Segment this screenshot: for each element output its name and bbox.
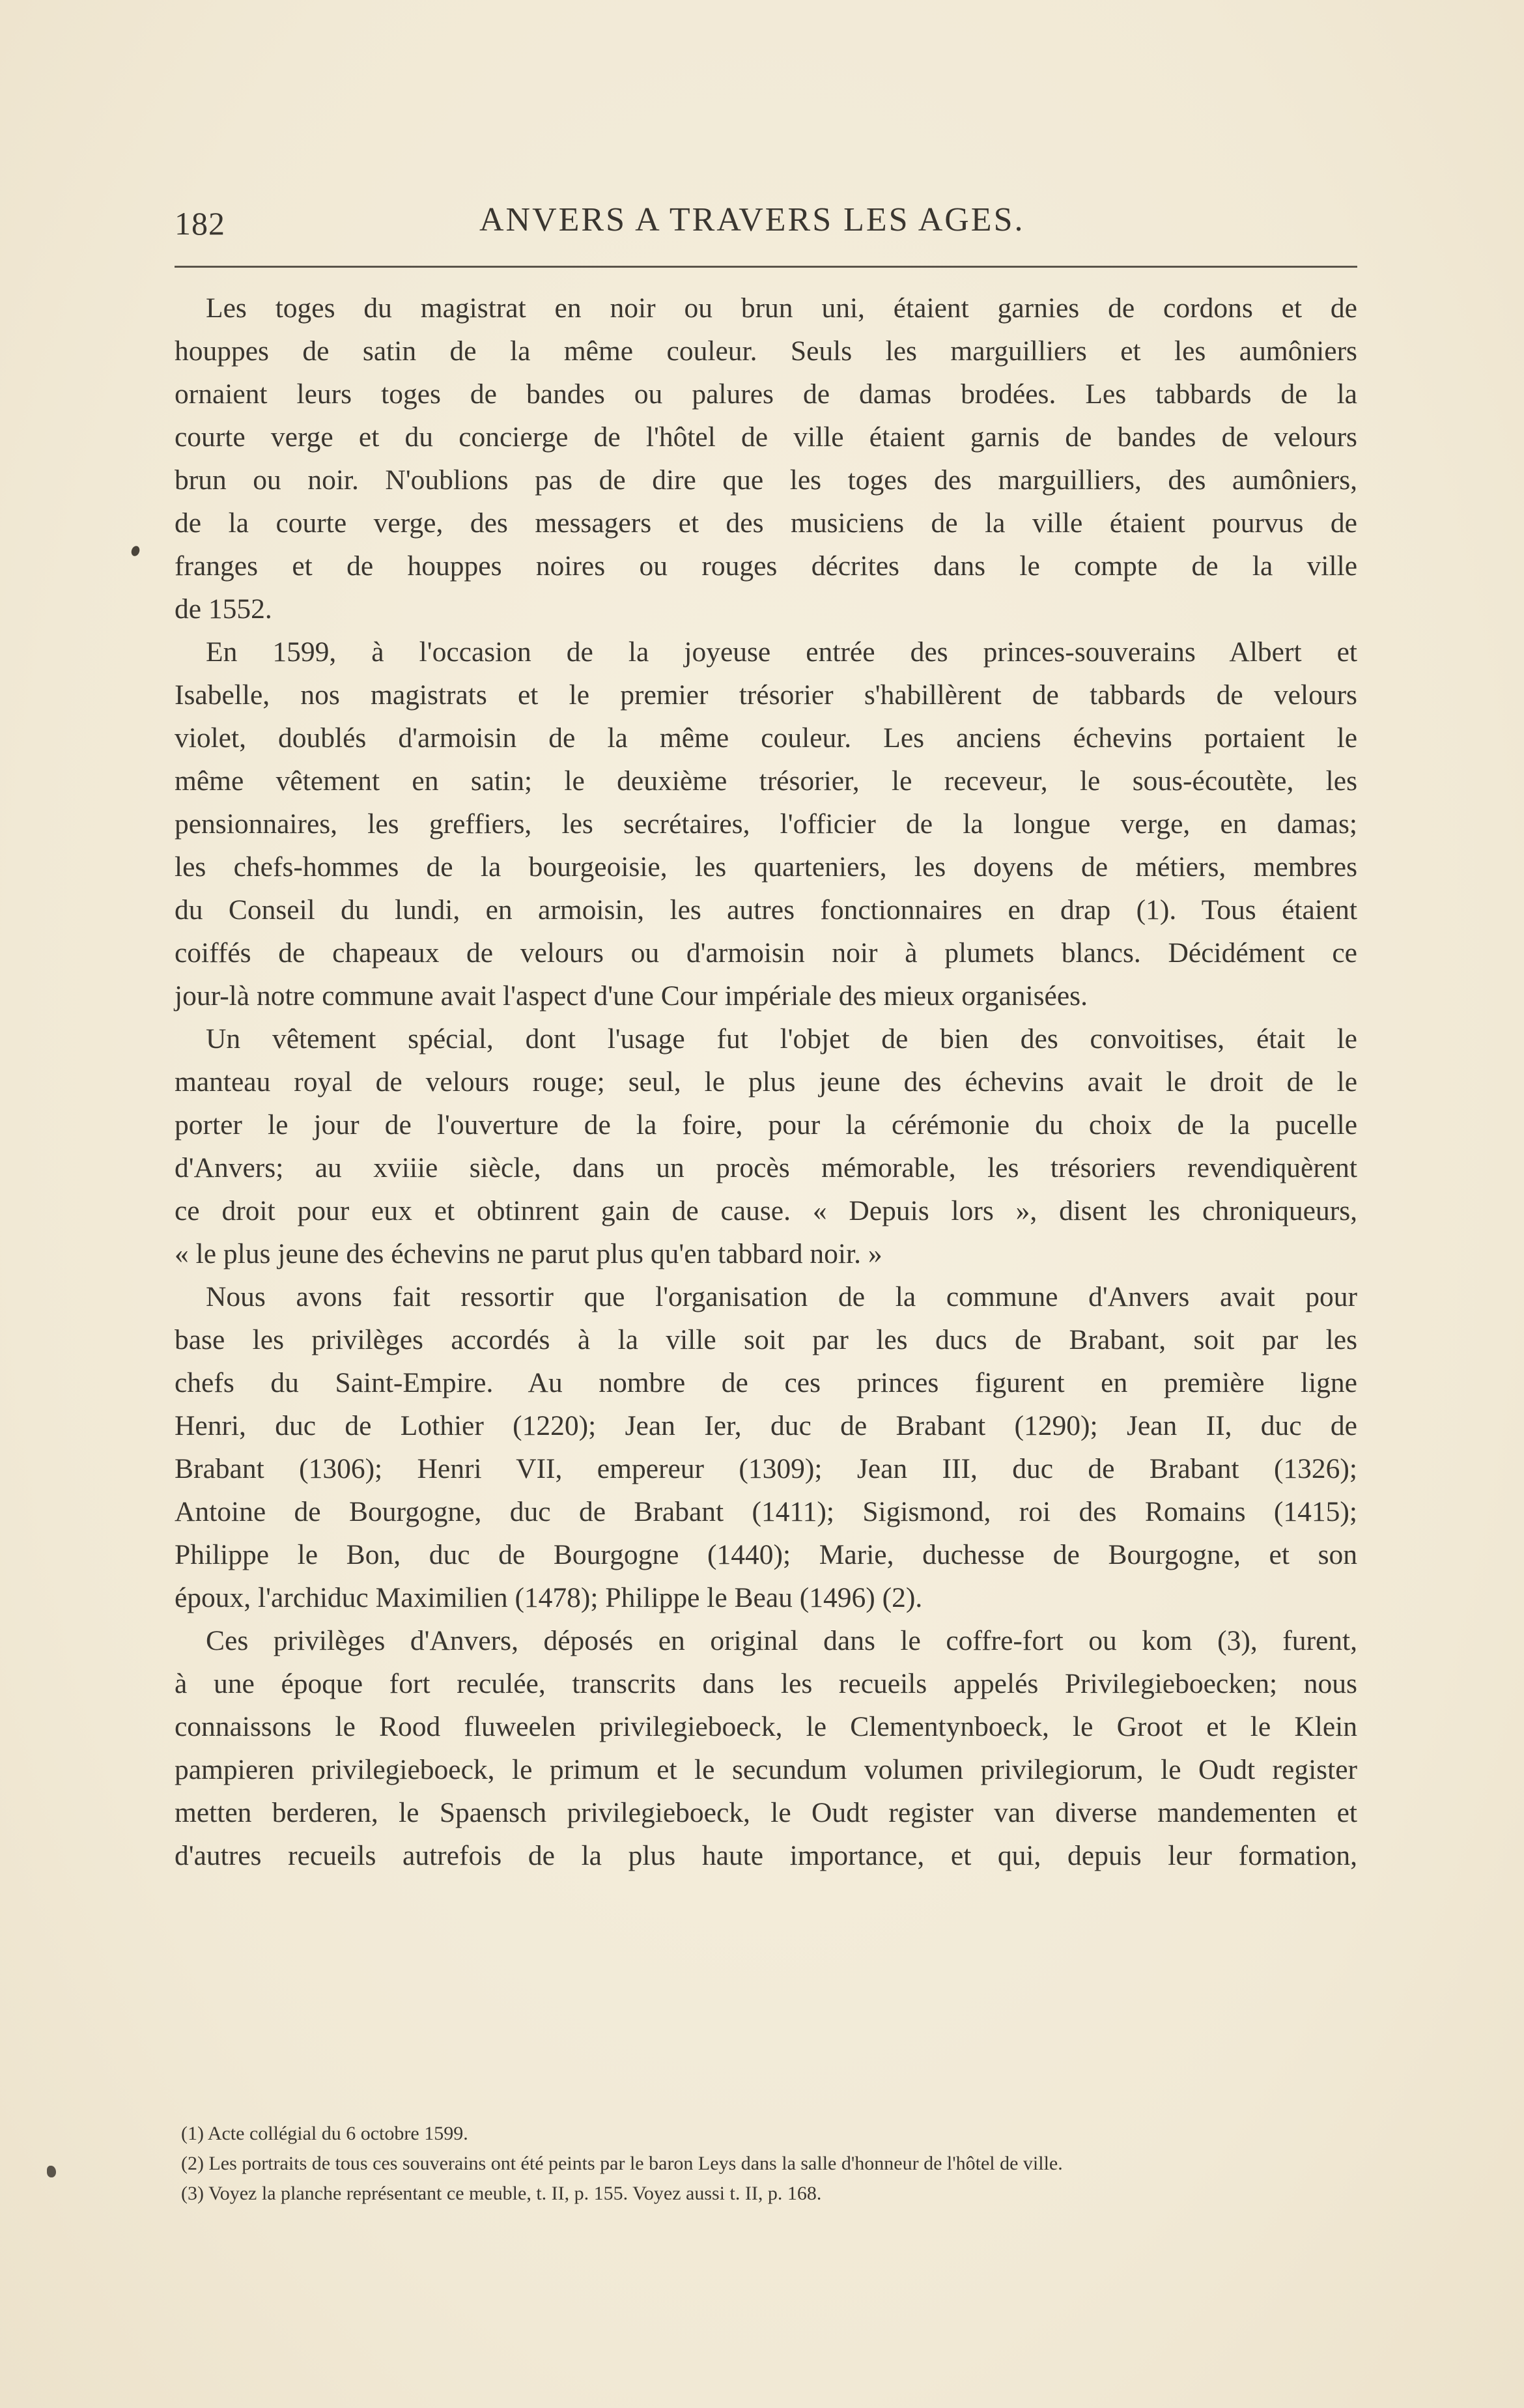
text-line: même vêtement en satin; le deuxième trésorier, le receveur, le sous-écoutète, les bbox=[175, 765, 1357, 797]
text-line: Antoine de Bourgogne, duc de Brabant (1411); Sigismond, roi des Romains (1415); bbox=[175, 1496, 1357, 1527]
text-line: de 1552. bbox=[175, 593, 272, 625]
text-line: En 1599, à l'occasion de la joyeuse entrée des princes-souverains Albert et bbox=[206, 636, 1357, 668]
paragraph-1 bbox=[175, 287, 1357, 630]
text-line: ce droit pour eux et obtinrent gain de cause. « Depuis lors », disent les chroniqueurs, bbox=[175, 1195, 1357, 1226]
text-line: porter le jour de l'ouverture de la foire, pour la cérémonie du choix de la pucelle bbox=[175, 1109, 1357, 1140]
paragraph-4 bbox=[175, 1275, 1357, 1619]
text-line: les chefs-hommes de la bourgeoisie, les quarteniers, les doyens de métiers, membres bbox=[175, 851, 1357, 883]
text-line: connaissons le Rood fluweelen privilegieboeck, le Clementynboeck, le Groot et le Klein bbox=[175, 1711, 1357, 1742]
body-text bbox=[175, 287, 1357, 1877]
footnote-3: (3) Voyez la planche représentant ce meuble, t. II, p. 155. Voyez aussi t. II, p. 168. bbox=[181, 2183, 822, 2204]
text-line: époux, l'archiduc Maximilien (1478); Philippe le Beau (1496) (2). bbox=[175, 1582, 923, 1613]
text-line: d'autres recueils autrefois de la plus haute importance, et qui, depuis leur formation, bbox=[175, 1840, 1357, 1871]
footnote-2: (2) Les portraits de tous ces souverains ont été peints par le baron Leys dans la salle d'honneur de l'hôtel de ville. bbox=[181, 2153, 1063, 2174]
text-line: violet, doublés d'armoisin de la même couleur. Les anciens échevins portaient le bbox=[175, 722, 1357, 754]
text-line: d'Anvers; au xviiie siècle, dans un procès mémorable, les trésoriers revendiquèrent bbox=[175, 1152, 1357, 1183]
text-line: chefs du Saint-Empire. Au nombre de ces princes figurent en première ligne bbox=[175, 1367, 1357, 1398]
text-line: Isabelle, nos magistrats et le premier trésorier s'habillèrent de tabbards de velours bbox=[175, 679, 1357, 711]
text-line: ornaient leurs toges de bandes ou palures de damas brodées. Les tabbards de la bbox=[175, 378, 1357, 410]
paragraph-3 bbox=[175, 1017, 1357, 1275]
text-line: metten berderen, le Spaensch privilegieboeck, le Oudt register van diverse mandementen et bbox=[175, 1797, 1357, 1828]
text-line: Henri, duc de Lothier (1220); Jean Ier, duc de Brabant (1290); Jean II, duc de bbox=[175, 1410, 1357, 1441]
paragraph-2 bbox=[175, 630, 1357, 1017]
running-title: ANVERS A TRAVERS LES AGES. bbox=[479, 201, 1025, 238]
text-line: Brabant (1306); Henri VII, empereur (1309); Jean III, duc de Brabant (1326); bbox=[175, 1453, 1357, 1484]
page-header bbox=[175, 195, 1357, 248]
footnote-1: (1) Acte collégial du 6 octobre 1599. bbox=[181, 2123, 468, 2144]
text-line: franges et de houppes noires ou rouges décrites dans le compte de la ville bbox=[175, 550, 1357, 582]
text-line: Les toges du magistrat en noir ou brun uni, étaient garnies de cordons et de bbox=[206, 292, 1357, 324]
text-line: Philippe le Bon, duc de Bourgogne (1440); Marie, duchesse de Bourgogne, et son bbox=[175, 1539, 1357, 1570]
page-number: 182 bbox=[175, 205, 225, 242]
text-line: houppes de satin de la même couleur. Seuls les marguilliers et les aumôniers bbox=[175, 335, 1357, 367]
text-line: du Conseil du lundi, en armoisin, les autres fonctionnaires en drap (1). Tous étaient bbox=[175, 894, 1357, 926]
text-line: à une époque fort reculée, transcrits dans les recueils appelés Privilegieboecken; nous bbox=[175, 1668, 1357, 1699]
text-line: manteau royal de velours rouge; seul, le plus jeune des échevins avait le droit de le bbox=[175, 1066, 1357, 1098]
ink-speck bbox=[47, 2166, 56, 2177]
text-line: Un vêtement spécial, dont l'usage fut l'objet de bien des convoitises, était le bbox=[206, 1023, 1357, 1055]
text-line: brun ou noir. N'oublions pas de dire que les toges des marguilliers, des aumôniers, bbox=[175, 464, 1357, 496]
text-line: pensionnaires, les greffiers, les secrétaires, l'officier de la longue verge, en damas; bbox=[175, 808, 1357, 840]
text-line: base les privilèges accordés à la ville soit par les ducs de Brabant, soit par les bbox=[175, 1324, 1357, 1355]
text-line: Nous avons fait ressortir que l'organisation de la commune d'Anvers avait pour bbox=[206, 1281, 1357, 1312]
text-line: courte verge et du concierge de l'hôtel de ville étaient garnis de bandes de velours bbox=[175, 421, 1357, 453]
text-line: Ces privilèges d'Anvers, déposés en original dans le coffre-fort ou kom (3), furent, bbox=[206, 1625, 1357, 1656]
header-rule bbox=[175, 266, 1357, 268]
paragraph-5 bbox=[175, 1619, 1357, 1877]
text-line: pampieren privilegieboeck, le primum et le secundum volumen privilegiorum, le Oudt register bbox=[175, 1754, 1357, 1785]
text-line: jour-là notre commune avait l'aspect d'une Cour impériale des mieux organisées. bbox=[175, 980, 1088, 1012]
text-line: de la courte verge, des messagers et des musiciens de la ville étaient pourvus de bbox=[175, 507, 1357, 539]
ink-speck bbox=[130, 545, 141, 557]
footnotes bbox=[175, 2120, 1357, 2210]
text-line: « le plus jeune des échevins ne parut plus qu'en tabbard noir. » bbox=[175, 1238, 882, 1269]
text-line: coiffés de chapeaux de velours ou d'armoisin noir à plumets blancs. Décidément ce bbox=[175, 937, 1357, 969]
